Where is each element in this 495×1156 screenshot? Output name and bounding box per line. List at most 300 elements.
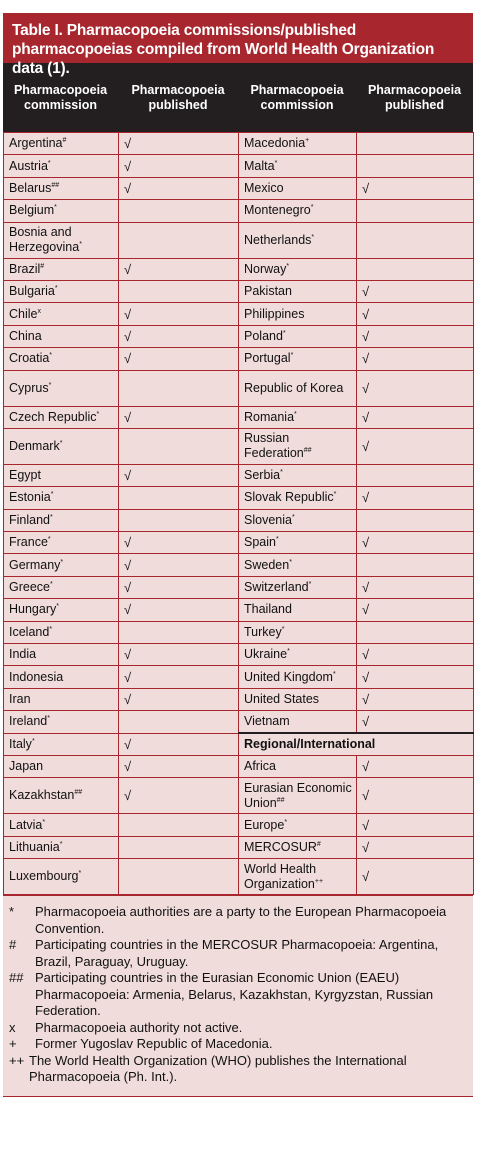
- commission-name: Mexico: [244, 180, 284, 195]
- commission-cell: [4, 711, 119, 733]
- commission-cell: [4, 222, 119, 258]
- commission-cell: [239, 258, 357, 280]
- commission-name: Bosnia and Herzegovina: [9, 225, 80, 255]
- published-cell: [357, 778, 474, 814]
- check-mark-icon: √: [124, 180, 132, 196]
- commission-cell: [4, 621, 119, 643]
- published-cell: [119, 576, 239, 598]
- footnote-marker: ++: [314, 877, 324, 885]
- commission-cell: [4, 554, 119, 576]
- commission-name: Pakistan: [244, 284, 292, 299]
- footnote-marker: *: [284, 818, 288, 826]
- check-mark-icon: √: [362, 759, 370, 775]
- commission-name: China: [9, 328, 42, 343]
- commission-name: Norway: [244, 261, 287, 276]
- commission-name: Slovenia: [244, 512, 292, 527]
- check-mark-icon: √: [362, 714, 370, 730]
- published-cell: [357, 348, 474, 370]
- published-cell: [119, 733, 239, 755]
- table-container: [3, 13, 473, 1097]
- commission-cell: [239, 644, 357, 666]
- footnote-symbol: #: [9, 937, 17, 953]
- footnote-marker: *: [289, 558, 292, 566]
- check-mark-icon: √: [124, 409, 132, 425]
- table-row: [4, 464, 474, 486]
- commission-name: Chile: [9, 306, 38, 321]
- commission-cell: [239, 487, 357, 509]
- published-cell: [357, 155, 474, 177]
- footnote-text: The World Health Organization (WHO) publishes the International Pharmacopoeia (Ph. Int.).: [29, 1052, 407, 1085]
- commission-cell: [239, 155, 357, 177]
- commission-cell: [4, 406, 119, 428]
- check-mark-icon: √: [362, 490, 370, 506]
- published-cell: [119, 599, 239, 621]
- published-cell: [357, 258, 474, 280]
- check-mark-icon: √: [124, 351, 132, 367]
- section-heading: [239, 733, 474, 755]
- commission-name: Luxembourg: [9, 869, 79, 884]
- footnote-marker: x: [37, 307, 41, 315]
- published-cell: [357, 464, 474, 486]
- header-commission-1: Pharmacopoeia commission: [13, 82, 108, 112]
- check-mark-icon: √: [124, 261, 132, 277]
- footnote-marker: *: [333, 491, 337, 499]
- header-published-1: Pharmacopoeia published: [131, 82, 225, 112]
- commission-name: Lithuania: [9, 839, 60, 854]
- check-mark-icon: √: [362, 869, 370, 885]
- footnote-marker: *: [49, 352, 53, 360]
- published-cell: [119, 711, 239, 733]
- table-row: [4, 177, 474, 199]
- check-mark-icon: √: [362, 602, 370, 618]
- footnote-marker: ##: [51, 181, 60, 189]
- commission-cell: [239, 688, 357, 710]
- footnote: [9, 937, 467, 970]
- published-cell: [119, 859, 239, 895]
- commission-name: Romania: [244, 409, 295, 424]
- commission-cell: [239, 280, 357, 302]
- table-row: [4, 733, 474, 755]
- published-cell: [119, 621, 239, 643]
- published-cell: [119, 406, 239, 428]
- table-row: [4, 303, 474, 325]
- header-published-2: Pharmacopoeia published: [367, 82, 462, 112]
- commission-cell: [239, 325, 357, 347]
- footnote-text: Participating countries in the MERCOSUR Pharmacopoeia: Argentina, Brazil, Paraguay, Uruguay.: [35, 937, 439, 969]
- commission-cell: [4, 576, 119, 598]
- commission-name: Ireland: [9, 714, 48, 729]
- footnote-marker: #: [40, 262, 45, 270]
- published-cell: [357, 133, 474, 155]
- commission-cell: [239, 177, 357, 199]
- commission-name: Republic of Korea: [244, 380, 344, 395]
- commission-cell: [239, 554, 357, 576]
- footnote-marker: ##: [276, 796, 285, 804]
- footnote-marker: *: [56, 603, 59, 611]
- check-mark-icon: √: [124, 468, 132, 484]
- table-row: [4, 836, 474, 858]
- commission-cell: [4, 155, 119, 177]
- commission-name: Sweden: [244, 557, 290, 572]
- footnote-marker: *: [50, 513, 53, 521]
- commission-cell: [4, 509, 119, 531]
- table-row: [4, 814, 474, 836]
- table-row: [4, 406, 474, 428]
- published-cell: [357, 666, 474, 688]
- published-cell: [119, 509, 239, 531]
- published-cell: [357, 222, 474, 258]
- footnote-symbol: ++: [9, 1052, 25, 1068]
- table-row: [4, 370, 474, 406]
- commission-name: Europe: [244, 817, 285, 832]
- check-mark-icon: √: [362, 438, 370, 454]
- footnote: [9, 970, 467, 1020]
- published-cell: [357, 303, 474, 325]
- table-row: [4, 487, 474, 509]
- check-mark-icon: √: [124, 736, 132, 752]
- footnote-marker: *: [332, 670, 336, 678]
- commission-name: Italy: [9, 736, 32, 751]
- footnote-marker: *: [275, 536, 279, 544]
- table-row: [4, 258, 474, 280]
- published-cell: [357, 428, 474, 464]
- check-mark-icon: √: [124, 328, 132, 344]
- footnote-text: Participating countries in the Eurasian Economic Union (EAEU) Pharmacopoeia: Armenia, Belarus, Kazakhstan, Kyrgyzstan, Russian Federation.: [35, 970, 434, 1019]
- commission-name: Turkey: [244, 624, 282, 639]
- published-cell: [119, 280, 239, 302]
- footnotes: [3, 895, 473, 1096]
- footnote-text: Pharmacopoeia authority not active.: [35, 1019, 243, 1035]
- commission-cell: [239, 711, 357, 733]
- commission-cell: [4, 599, 119, 621]
- commission-cell: [239, 509, 357, 531]
- commission-name: Egypt: [9, 468, 41, 483]
- table-row: [4, 688, 474, 710]
- table-row: [4, 222, 474, 258]
- commission-name: Portugal: [244, 351, 291, 366]
- footnote-marker: *: [42, 818, 46, 826]
- commission-cell: [4, 666, 119, 688]
- check-mark-icon: √: [124, 535, 132, 551]
- footnote: [9, 904, 467, 937]
- commission-name: Regional/International: [244, 737, 376, 752]
- footnote-marker: *: [280, 468, 283, 476]
- footnote-marker: *: [54, 284, 58, 292]
- footnote-marker: *: [286, 262, 290, 270]
- footnote-symbol: ##: [9, 970, 24, 986]
- commission-cell: [4, 200, 119, 222]
- published-cell: [357, 554, 474, 576]
- commission-name: Netherlands: [244, 232, 312, 247]
- footnote-marker: *: [274, 159, 278, 167]
- table-row: [4, 509, 474, 531]
- published-cell: [357, 200, 474, 222]
- table-row: [4, 666, 474, 688]
- published-cell: [119, 370, 239, 406]
- commission-name: Bulgaria: [9, 284, 55, 299]
- table-row: [4, 778, 474, 814]
- commission-cell: [4, 733, 119, 755]
- commission-name: Kazakhstan: [9, 788, 75, 803]
- commission-name: Brazil: [9, 261, 41, 276]
- check-mark-icon: √: [362, 284, 370, 300]
- commission-cell: [4, 280, 119, 302]
- commission-name: Serbia: [244, 468, 281, 483]
- commission-cell: [4, 814, 119, 836]
- commission-cell: [239, 464, 357, 486]
- data-table: [3, 132, 474, 895]
- commission-name: Denmark: [9, 438, 60, 453]
- commission-cell: [239, 200, 357, 222]
- commission-cell: [4, 133, 119, 155]
- commission-cell: [4, 755, 119, 777]
- commission-name: Russian Federation: [244, 431, 304, 461]
- commission-name: Iceland: [9, 624, 50, 639]
- check-mark-icon: √: [362, 180, 370, 196]
- check-mark-icon: √: [362, 535, 370, 551]
- published-cell: [119, 177, 239, 199]
- published-cell: [357, 644, 474, 666]
- commission-cell: [239, 621, 357, 643]
- commission-cell: [239, 532, 357, 554]
- commission-cell: [239, 348, 357, 370]
- published-cell: [119, 258, 239, 280]
- footnote: [9, 1020, 467, 1037]
- commission-cell: [239, 406, 357, 428]
- footnote-marker: *: [308, 580, 312, 588]
- table-row: [4, 554, 474, 576]
- published-cell: [119, 155, 239, 177]
- commission-name: Malta: [244, 158, 275, 173]
- published-cell: [357, 576, 474, 598]
- check-mark-icon: √: [362, 580, 370, 596]
- check-mark-icon: √: [362, 409, 370, 425]
- footnote-marker: *: [59, 439, 63, 447]
- footnote-marker: #: [316, 840, 321, 848]
- commission-name: Thailand: [244, 602, 292, 617]
- check-mark-icon: √: [124, 136, 132, 152]
- check-mark-icon: √: [362, 306, 370, 322]
- table-row: [4, 133, 474, 155]
- check-mark-icon: √: [124, 759, 132, 775]
- commission-name: Iran: [9, 692, 31, 706]
- commission-name: Germany: [9, 557, 61, 572]
- published-cell: [357, 532, 474, 554]
- check-mark-icon: √: [124, 669, 132, 685]
- published-cell: [119, 428, 239, 464]
- footnote-marker: *: [49, 625, 53, 633]
- check-mark-icon: √: [362, 351, 370, 367]
- published-cell: [357, 859, 474, 895]
- published-cell: [357, 688, 474, 710]
- commission-cell: [239, 859, 357, 895]
- check-mark-icon: √: [124, 602, 132, 618]
- footnote-marker: *: [310, 204, 314, 212]
- commission-cell: [239, 814, 357, 836]
- published-cell: [119, 200, 239, 222]
- commission-name: Belarus: [9, 180, 52, 195]
- footnote-marker: *: [311, 233, 315, 241]
- published-cell: [119, 348, 239, 370]
- commission-cell: [4, 303, 119, 325]
- check-mark-icon: √: [362, 647, 370, 663]
- commission-cell: [4, 836, 119, 858]
- published-cell: [119, 778, 239, 814]
- table-row: [4, 621, 474, 643]
- footnote-marker: *: [60, 558, 64, 566]
- header-commission-2: Pharmacopoeia commission: [250, 82, 344, 112]
- commission-cell: [239, 666, 357, 688]
- footnote-marker: *: [294, 410, 297, 418]
- table-row: [4, 755, 474, 777]
- published-cell: [119, 554, 239, 576]
- commission-cell: [239, 755, 357, 777]
- commission-cell: [4, 258, 119, 280]
- published-cell: [357, 711, 474, 733]
- footnote: [9, 1053, 467, 1086]
- commission-cell: [4, 348, 119, 370]
- footnote-marker: *: [48, 381, 52, 389]
- commission-cell: [4, 464, 119, 486]
- commission-name: Vietnam: [244, 714, 290, 729]
- published-cell: [357, 836, 474, 858]
- check-mark-icon: √: [362, 839, 370, 855]
- check-mark-icon: √: [124, 647, 132, 663]
- commission-cell: [4, 532, 119, 554]
- published-cell: [119, 666, 239, 688]
- table-row: [4, 428, 474, 464]
- check-mark-icon: √: [124, 692, 132, 707]
- commission-name: India: [9, 647, 37, 662]
- commission-name: Argentina: [9, 136, 63, 151]
- check-mark-icon: √: [124, 557, 132, 573]
- footnote-marker: *: [47, 536, 51, 544]
- commission-name: MERCOSUR: [244, 839, 317, 854]
- footnote-marker: ##: [74, 789, 83, 797]
- published-cell: [357, 325, 474, 347]
- published-cell: [357, 370, 474, 406]
- published-cell: [357, 599, 474, 621]
- check-mark-icon: √: [362, 817, 370, 833]
- commission-name: Africa: [244, 759, 276, 774]
- published-cell: [119, 133, 239, 155]
- footnote: [9, 1036, 467, 1053]
- table-row: [4, 599, 474, 621]
- check-mark-icon: √: [124, 788, 132, 804]
- table-row: [4, 532, 474, 554]
- footnote-text: Former Yugoslav Republic of Macedonia.: [35, 1036, 273, 1052]
- published-cell: [357, 487, 474, 509]
- published-cell: [357, 755, 474, 777]
- commission-cell: [239, 303, 357, 325]
- footnote-marker: #: [62, 137, 67, 145]
- check-mark-icon: √: [124, 306, 132, 322]
- commission-name: Spain: [244, 535, 276, 550]
- published-cell: [357, 621, 474, 643]
- commission-cell: [4, 688, 119, 710]
- table-row: [4, 200, 474, 222]
- commission-cell: [239, 599, 357, 621]
- commission-name: Austria: [9, 158, 48, 173]
- table-row: [4, 325, 474, 347]
- commission-cell: [4, 177, 119, 199]
- footnote-marker: *: [50, 580, 53, 588]
- published-cell: [357, 406, 474, 428]
- commission-name: Switzerland: [244, 580, 309, 595]
- published-cell: [119, 836, 239, 858]
- commission-cell: [4, 428, 119, 464]
- commission-cell: [4, 487, 119, 509]
- commission-cell: [239, 576, 357, 598]
- commission-name: Indonesia: [9, 669, 64, 684]
- published-cell: [357, 509, 474, 531]
- commission-name: France: [9, 535, 48, 550]
- published-cell: [357, 814, 474, 836]
- published-cell: [119, 325, 239, 347]
- footnote-symbol: *: [9, 904, 15, 920]
- check-mark-icon: √: [362, 669, 370, 685]
- commission-cell: [239, 370, 357, 406]
- footnote-marker: ##: [303, 447, 312, 455]
- check-mark-icon: √: [124, 580, 132, 596]
- table-row: [4, 155, 474, 177]
- footnote-marker: *: [281, 625, 285, 633]
- commission-name: Finland: [9, 512, 50, 527]
- commission-cell: [239, 778, 357, 814]
- commission-name: Philippines: [244, 306, 305, 321]
- check-mark-icon: √: [124, 158, 132, 174]
- footnote-marker: *: [50, 491, 54, 499]
- footnote-text: Pharmacopoeia authorities are a party to the European Pharmacopoeia Convention.: [35, 904, 447, 936]
- footnote-symbol: +: [9, 1036, 17, 1052]
- table-row: [4, 280, 474, 302]
- table-row: [4, 711, 474, 733]
- check-mark-icon: √: [362, 788, 370, 804]
- published-cell: [357, 280, 474, 302]
- published-cell: [119, 688, 239, 710]
- footnote-marker: *: [287, 648, 290, 656]
- commission-name: Cyprus: [9, 380, 49, 395]
- commission-cell: [4, 859, 119, 895]
- commission-cell: [4, 325, 119, 347]
- commission-name: Macedonia: [244, 136, 306, 151]
- commission-name: Ukraine: [244, 647, 288, 662]
- footnote-marker: *: [47, 159, 51, 167]
- commission-name: World Health Organization: [244, 861, 317, 891]
- table-row: [4, 576, 474, 598]
- commission-cell: [4, 778, 119, 814]
- commission-name: Japan: [9, 759, 44, 774]
- commission-name: Poland: [244, 328, 283, 343]
- table-row: [4, 859, 474, 895]
- published-cell: [119, 487, 239, 509]
- footnote-marker: *: [282, 329, 286, 337]
- check-mark-icon: √: [362, 692, 370, 707]
- table-header: [3, 63, 473, 132]
- footnote-marker: *: [78, 870, 82, 877]
- published-cell: [119, 303, 239, 325]
- commission-cell: [239, 428, 357, 464]
- published-cell: [119, 464, 239, 486]
- commission-name: Eurasian Economic Union: [244, 780, 352, 810]
- commission-cell: [239, 222, 357, 258]
- footnote-marker: *: [96, 410, 100, 418]
- published-cell: [357, 177, 474, 199]
- check-mark-icon: √: [362, 380, 370, 396]
- footnote-marker: +: [305, 137, 310, 145]
- commission-name: United Kingdom: [244, 669, 333, 684]
- commission-name: Belgium: [9, 203, 55, 218]
